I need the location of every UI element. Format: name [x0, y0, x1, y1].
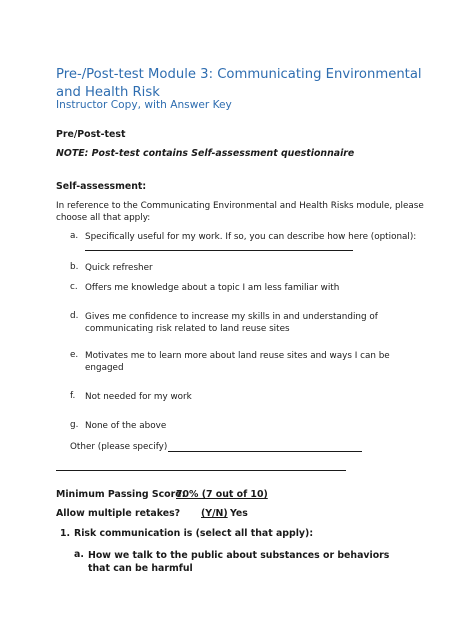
question-1-number: 1.: [60, 528, 71, 539]
question-1-text: Risk communication is (select all that apply):: [74, 528, 314, 539]
option-a-letter: a.: [70, 231, 79, 241]
self-assessment-intro: In reference to the Communicating Environmental and Health Risks module, please choose all that apply:: [56, 201, 424, 223]
option-d-text: Gives me confidence to increase my skills in and understanding of communicating risk related to land reuse sites: [85, 312, 378, 334]
document-subtitle: Instructor Copy, with Answer Key: [56, 99, 232, 111]
other-continuation-line: [56, 470, 346, 471]
option-f-text: Not needed for my work: [85, 392, 192, 402]
passing-score-label: Minimum Passing Score:: [56, 489, 186, 500]
option-a-blank-line: [85, 250, 353, 251]
section-heading: Pre/Post-test: [56, 129, 126, 140]
document-title: Pre-/Post-test Module 3: Communicating Environmental and Health Risk: [56, 67, 422, 100]
other-label: Other (please specify): [70, 442, 168, 452]
option-g-text: None of the above: [85, 421, 167, 431]
option-c-text: Offers me knowledge about a topic I am less familiar with: [85, 283, 340, 293]
retakes-options: (Y/N): [201, 508, 228, 519]
answer-a-letter: a.: [74, 549, 84, 560]
option-e-text: Motivates me to learn more about land reuse sites and ways I can be engaged: [85, 351, 390, 373]
option-g-letter: g.: [70, 420, 79, 430]
option-c-letter: c.: [70, 282, 78, 292]
self-assessment-heading: Self-assessment:: [56, 181, 147, 192]
option-b-letter: b.: [70, 262, 79, 272]
retakes-label: Allow multiple retakes?: [56, 508, 181, 519]
option-a-text: Specifically useful for my work. If so, you can describe how here (optional):: [85, 232, 417, 242]
option-d-letter: d.: [70, 311, 79, 321]
retakes-value: Yes: [230, 508, 248, 519]
passing-score-value: 70% (7 out of 10): [176, 489, 268, 500]
option-b-text: Quick refresher: [85, 263, 153, 273]
other-blank-line: [168, 451, 362, 452]
option-e-letter: e.: [70, 350, 79, 360]
answer-a-text: How we talk to the public about substances or behaviors that can be harmful: [88, 550, 390, 574]
option-f-letter: f.: [70, 391, 76, 401]
post-test-note: NOTE: Post-test contains Self-assessment questionnaire: [56, 148, 355, 159]
